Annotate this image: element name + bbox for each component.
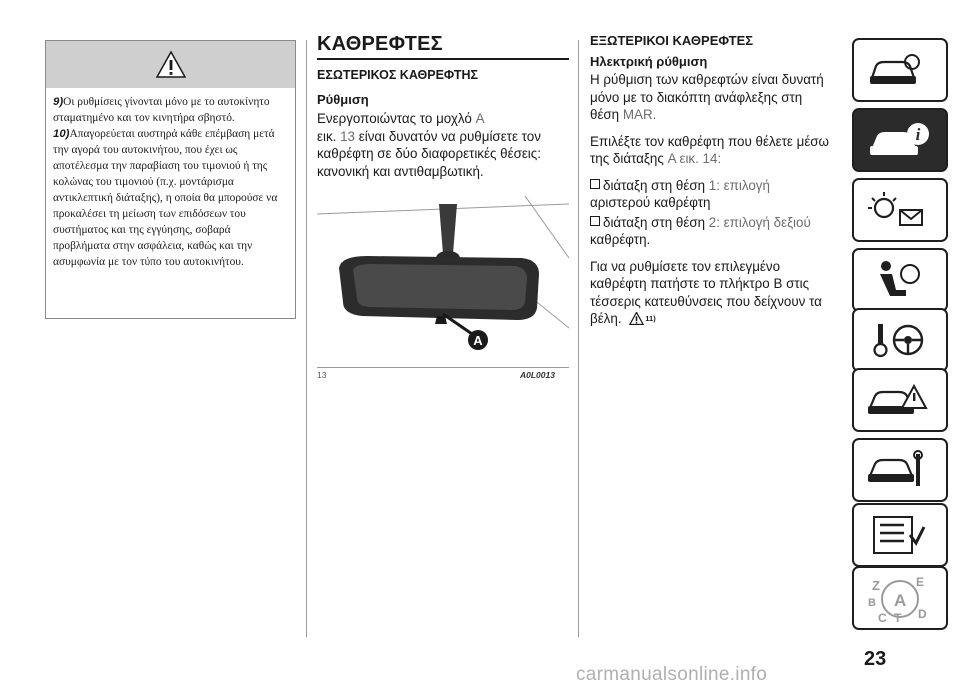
paragraph-3: Για να ρυθμίσετε τον επιλεγμένο καθρέφτη πατήστε το πλήκτρο B στις τέσσερις κατευθύνσεις που δείχνουν τα βέλη. $^{11)}$ [590,258,822,326]
svg-text:D: D [918,607,927,621]
airbag-seat-icon [866,258,926,302]
right-column [590,33,835,328]
mirror-figure [317,196,569,383]
checklist-icon [866,513,928,557]
svg-text:E: E [916,575,925,589]
column-divider-left [306,40,307,637]
paragraph-2: Επιλέξτε τον καθρέφτη που θέλετε μέσω της διάταξης A εικ. 14: [590,133,830,166]
warning-triangle-icon [629,312,644,325]
warning-item-9: 9)Οι ρυθμίσεις γίνονται μόνο με το αυτοκίνητο σταματημένο και τον κινητήρα σβηστό. [53,96,270,124]
bullet-item-1: διάταξη στη θέση 1: επιλογή αριστερού καθρέφτη [590,177,770,210]
tab-emergency[interactable] [852,368,948,432]
figure-code: A0L0013 [520,370,555,380]
tab-index[interactable] [852,566,948,630]
tab-technical-data[interactable] [852,503,948,567]
figure-number: 13 [317,370,327,380]
svg-text:C: C [878,611,887,624]
figure-label-a: A [473,333,483,348]
paragraph-1: Η ρύθμιση των καθρεφτών είναι δυνατή μόνο με το διακόπτη ανάφλεξης στη θέση MAR. [590,72,824,122]
bullet-item-2: διάταξη στη θέση 2: επιλογή δεξιού καθρέφτη. [590,214,811,247]
car-dashboard-icon [866,50,922,90]
alphabet-index-icon [866,572,936,624]
tab-safety[interactable] [852,248,948,312]
warning-item-10: 10)Απαγορεύεται αυστηρά κάθε επέμβαση μετά την αγορά του αυτοκινήτου, που έχει ως αποτέλεσμα την παραβίαση του τιμονιού ή της κολώνας του τιμονιού (π.χ. μοντάρισμα αντικλεπτική διάταξης), η οποία θα μπορούσε να προκαλέσει τη μείωση των επιδόσεων του συστήματος και της εγγύησης, σοβαρά προβλήματα στην ασφάλεια, καθώς και την ασυμφωνία με τον τύπο του αυτοκινήτου. [53,128,278,268]
warning-header [46,41,295,88]
svg-text:Z: Z [872,578,880,593]
body-paragraph: Ενεργοποιώντας το μοχλό A εικ. 13 είναι δυνατόν να ρυθμίσετε τον καθρέφτη σε δύο διαφορετικές θέσεις: κανονική και αντιθαμβωτική. [317,111,541,179]
page-number: 23 [864,648,887,670]
svg-text:i: i [915,125,921,144]
page-title: ΚΑΘΡΕΦΤΕΣ [317,33,569,60]
middle-column [317,33,569,180]
warning-text [46,88,295,270]
exterior-mirrors-heading: ΕΞΩΤΕΡΙΚΟΙ ΚΑΘΡΕΦΤΕΣ [590,33,754,48]
warning-box [45,40,296,319]
figure-rule [317,367,569,368]
svg-text:A: A [894,591,907,610]
lights-mail-icon [866,188,928,232]
section-subtitle: ΕΣΩΤΕΡΙΚΟΣ ΚΑΘΡΕΦΤΗΣ [317,68,478,82]
key-steering-wheel-icon [866,318,928,362]
watermark: carmanualsonline.info [576,664,768,685]
electric-adjustment-heading: Ηλεκτρική ρύθμιση [590,54,708,69]
tab-dashboard[interactable] [852,38,948,102]
warning-triangle-icon [156,51,186,78]
tab-maintenance[interactable] [852,438,948,502]
car-info-icon [866,118,932,162]
checkbox-bullet-icon [590,216,600,226]
car-tools-icon [866,448,928,492]
section-heading: Ρύθμιση [317,92,369,107]
tab-car-info[interactable] [852,108,948,172]
column-divider-right [578,40,579,637]
checkbox-bullet-icon [590,179,600,189]
svg-text:T: T [894,611,902,624]
tab-starting[interactable] [852,308,948,372]
rearview-mirror-illustration [317,196,569,368]
svg-text:B: B [868,597,876,609]
car-warning-icon [866,378,928,422]
tab-lights[interactable] [852,178,948,242]
